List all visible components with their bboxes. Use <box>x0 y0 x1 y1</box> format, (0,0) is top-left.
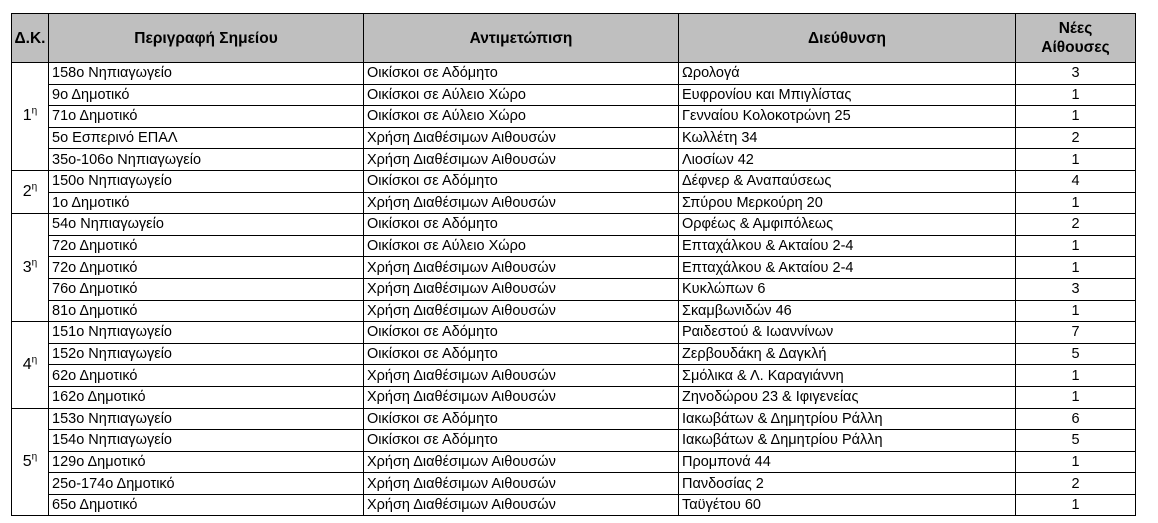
table-row <box>12 127 1136 149</box>
description-cell: 153ο Νηπιαγωγείο <box>49 408 364 430</box>
table-row <box>12 430 1136 452</box>
table-row <box>12 192 1136 214</box>
description-cell: 158ο Νηπιαγωγείο <box>49 63 364 85</box>
treatment-cell: Χρήση Διαθέσιμων Αιθουσών <box>364 127 679 149</box>
district-number: 3 <box>22 258 32 276</box>
district-cell <box>12 170 49 213</box>
address-cell: Επταχάλκου & Ακταίου 2-4 <box>679 235 1016 257</box>
table-row <box>12 408 1136 430</box>
district-ordinal: η <box>31 354 38 366</box>
description-cell: 71ο Δημοτικό <box>49 106 364 128</box>
table-row <box>12 300 1136 322</box>
table-row <box>12 170 1136 192</box>
classrooms-table <box>11 13 1136 516</box>
description-cell: 152ο Νηπιαγωγείο <box>49 343 364 365</box>
treatment-cell: Χρήση Διαθέσιμων Αιθουσών <box>364 451 679 473</box>
header-new-rooms <box>1016 14 1136 63</box>
treatment-cell: Οικίσκοι σε Αδόμητο <box>364 170 679 192</box>
address-cell: Ευφρονίου και Μπιγλίστας <box>679 84 1016 106</box>
treatment-cell: Οικίσκοι σε Αδόμητο <box>364 430 679 452</box>
description-cell: 76ο Δημοτικό <box>49 278 364 300</box>
new-rooms-cell: 1 <box>1016 386 1136 408</box>
new-rooms-cell: 1 <box>1016 84 1136 106</box>
description-cell: 1ο Δημοτικό <box>49 192 364 214</box>
treatment-cell: Χρήση Διαθέσιμων Αιθουσών <box>364 473 679 495</box>
table-row <box>12 473 1136 495</box>
new-rooms-cell: 1 <box>1016 300 1136 322</box>
description-cell: 65ο Δημοτικό <box>49 494 364 516</box>
address-cell: Πανδοσίας 2 <box>679 473 1016 495</box>
address-cell: Ιακωβάτων & Δημητρίου Ράλλη <box>679 430 1016 452</box>
treatment-cell: Οικίσκοι σε Αύλειο Χώρο <box>364 235 679 257</box>
district-cell <box>12 322 49 408</box>
table-row <box>12 257 1136 279</box>
district-ordinal: η <box>31 257 38 269</box>
district-ordinal: η <box>31 106 38 118</box>
treatment-cell: Οικίσκοι σε Αδόμητο <box>364 343 679 365</box>
treatment-cell: Χρήση Διαθέσιμων Αιθουσών <box>364 149 679 171</box>
address-cell: Κυκλώπων 6 <box>679 278 1016 300</box>
new-rooms-cell: 1 <box>1016 106 1136 128</box>
table-row <box>12 235 1136 257</box>
description-cell: 72ο Δημοτικό <box>49 257 364 279</box>
table-row <box>12 63 1136 85</box>
header-new-rooms-line1: Νέες <box>1058 20 1093 37</box>
address-cell: Δέφνερ & Αναπαύσεως <box>679 170 1016 192</box>
district-number: 1 <box>22 107 32 125</box>
address-cell: Ζηνοδώρου 23 & Ιφιγενείας <box>679 386 1016 408</box>
description-cell: 5ο Εσπερινό ΕΠΑΛ <box>49 127 364 149</box>
new-rooms-cell: 2 <box>1016 473 1136 495</box>
address-cell: Σπύρου Μερκούρη 20 <box>679 192 1016 214</box>
treatment-cell: Οικίσκοι σε Αδόμητο <box>364 63 679 85</box>
description-cell: 129ο Δημοτικό <box>49 451 364 473</box>
table-row <box>12 451 1136 473</box>
treatment-cell: Χρήση Διαθέσιμων Αιθουσών <box>364 257 679 279</box>
table-row <box>12 149 1136 171</box>
treatment-cell: Οικίσκοι σε Αδόμητο <box>364 214 679 236</box>
treatment-cell: Οικίσκοι σε Αύλειο Χώρο <box>364 106 679 128</box>
address-cell: Κωλλέτη 34 <box>679 127 1016 149</box>
header-address: Διεύθυνση <box>679 14 1016 63</box>
table-row <box>12 214 1136 236</box>
address-cell: Λιοσίων 42 <box>679 149 1016 171</box>
description-cell: 162ο Δημοτικό <box>49 386 364 408</box>
address-cell: Ιακωβάτων & Δημητρίου Ράλλη <box>679 408 1016 430</box>
treatment-cell: Χρήση Διαθέσιμων Αιθουσών <box>364 386 679 408</box>
description-cell: 72ο Δημοτικό <box>49 235 364 257</box>
new-rooms-cell: 1 <box>1016 257 1136 279</box>
table-row <box>12 322 1136 344</box>
description-cell: 151ο Νηπιαγωγείο <box>49 322 364 344</box>
district-number: 4 <box>22 355 32 373</box>
new-rooms-cell: 1 <box>1016 192 1136 214</box>
district-number: 2 <box>22 183 32 201</box>
description-cell: 81ο Δημοτικό <box>49 300 364 322</box>
table-row <box>12 365 1136 387</box>
description-cell: 35ο-106ο Νηπιαγωγείο <box>49 149 364 171</box>
header-row <box>12 14 1136 63</box>
treatment-cell: Οικίσκοι σε Αύλειο Χώρο <box>364 84 679 106</box>
address-cell: Ζερβουδάκη & Δαγκλή <box>679 343 1016 365</box>
new-rooms-cell: 1 <box>1016 149 1136 171</box>
treatment-cell: Χρήση Διαθέσιμων Αιθουσών <box>364 494 679 516</box>
address-cell: Ραιδεστού & Ιωαννίνων <box>679 322 1016 344</box>
new-rooms-cell: 1 <box>1016 365 1136 387</box>
new-rooms-cell: 3 <box>1016 278 1136 300</box>
new-rooms-cell: 1 <box>1016 451 1136 473</box>
address-cell: Επταχάλκου & Ακταίου 2-4 <box>679 257 1016 279</box>
description-cell: 150ο Νηπιαγωγείο <box>49 170 364 192</box>
table-row <box>12 278 1136 300</box>
new-rooms-cell: 1 <box>1016 494 1136 516</box>
treatment-cell: Χρήση Διαθέσιμων Αιθουσών <box>364 192 679 214</box>
new-rooms-cell: 1 <box>1016 235 1136 257</box>
table-row <box>12 84 1136 106</box>
description-cell: 54ο Νηπιαγωγείο <box>49 214 364 236</box>
district-cell <box>12 214 49 322</box>
new-rooms-cell: 5 <box>1016 430 1136 452</box>
table-row <box>12 106 1136 128</box>
description-cell: 9ο Δημοτικό <box>49 84 364 106</box>
address-cell: Σμόλικα & Λ. Καραγιάννη <box>679 365 1016 387</box>
table-row <box>12 494 1136 516</box>
district-ordinal: η <box>31 451 38 463</box>
description-cell: 154ο Νηπιαγωγείο <box>49 430 364 452</box>
district-ordinal: η <box>31 181 38 193</box>
new-rooms-cell: 2 <box>1016 127 1136 149</box>
description-cell: 25ο-174ο Δημοτικό <box>49 473 364 495</box>
treatment-cell: Οικίσκοι σε Αδόμητο <box>364 322 679 344</box>
address-cell: Σκαμβωνιδών 46 <box>679 300 1016 322</box>
new-rooms-cell: 5 <box>1016 343 1136 365</box>
address-cell: Γενναίου Κολοκοτρώνη 25 <box>679 106 1016 128</box>
new-rooms-cell: 4 <box>1016 170 1136 192</box>
address-cell: Ωρολογά <box>679 63 1016 85</box>
treatment-cell: Χρήση Διαθέσιμων Αιθουσών <box>364 365 679 387</box>
header-description: Περιγραφή Σημείου <box>49 14 364 63</box>
address-cell: Ορφέως & Αμφιπόλεως <box>679 214 1016 236</box>
description-cell: 62ο Δημοτικό <box>49 365 364 387</box>
header-treatment: Αντιμετώπιση <box>364 14 679 63</box>
header-dk: Δ.Κ. <box>12 14 49 63</box>
treatment-cell: Οικίσκοι σε Αδόμητο <box>364 408 679 430</box>
new-rooms-cell: 6 <box>1016 408 1136 430</box>
address-cell: Ταϋγέτου 60 <box>679 494 1016 516</box>
table-row <box>12 343 1136 365</box>
new-rooms-cell: 2 <box>1016 214 1136 236</box>
district-cell <box>12 408 49 516</box>
new-rooms-cell: 3 <box>1016 63 1136 85</box>
treatment-cell: Χρήση Διαθέσιμων Αιθουσών <box>364 278 679 300</box>
new-rooms-cell: 7 <box>1016 322 1136 344</box>
table-row <box>12 386 1136 408</box>
header-new-rooms-line2: Αίθουσες <box>1041 39 1110 56</box>
treatment-cell: Χρήση Διαθέσιμων Αιθουσών <box>364 300 679 322</box>
table-body <box>12 63 1136 516</box>
district-cell <box>12 63 49 171</box>
district-number: 5 <box>22 452 32 470</box>
address-cell: Προμπονά 44 <box>679 451 1016 473</box>
